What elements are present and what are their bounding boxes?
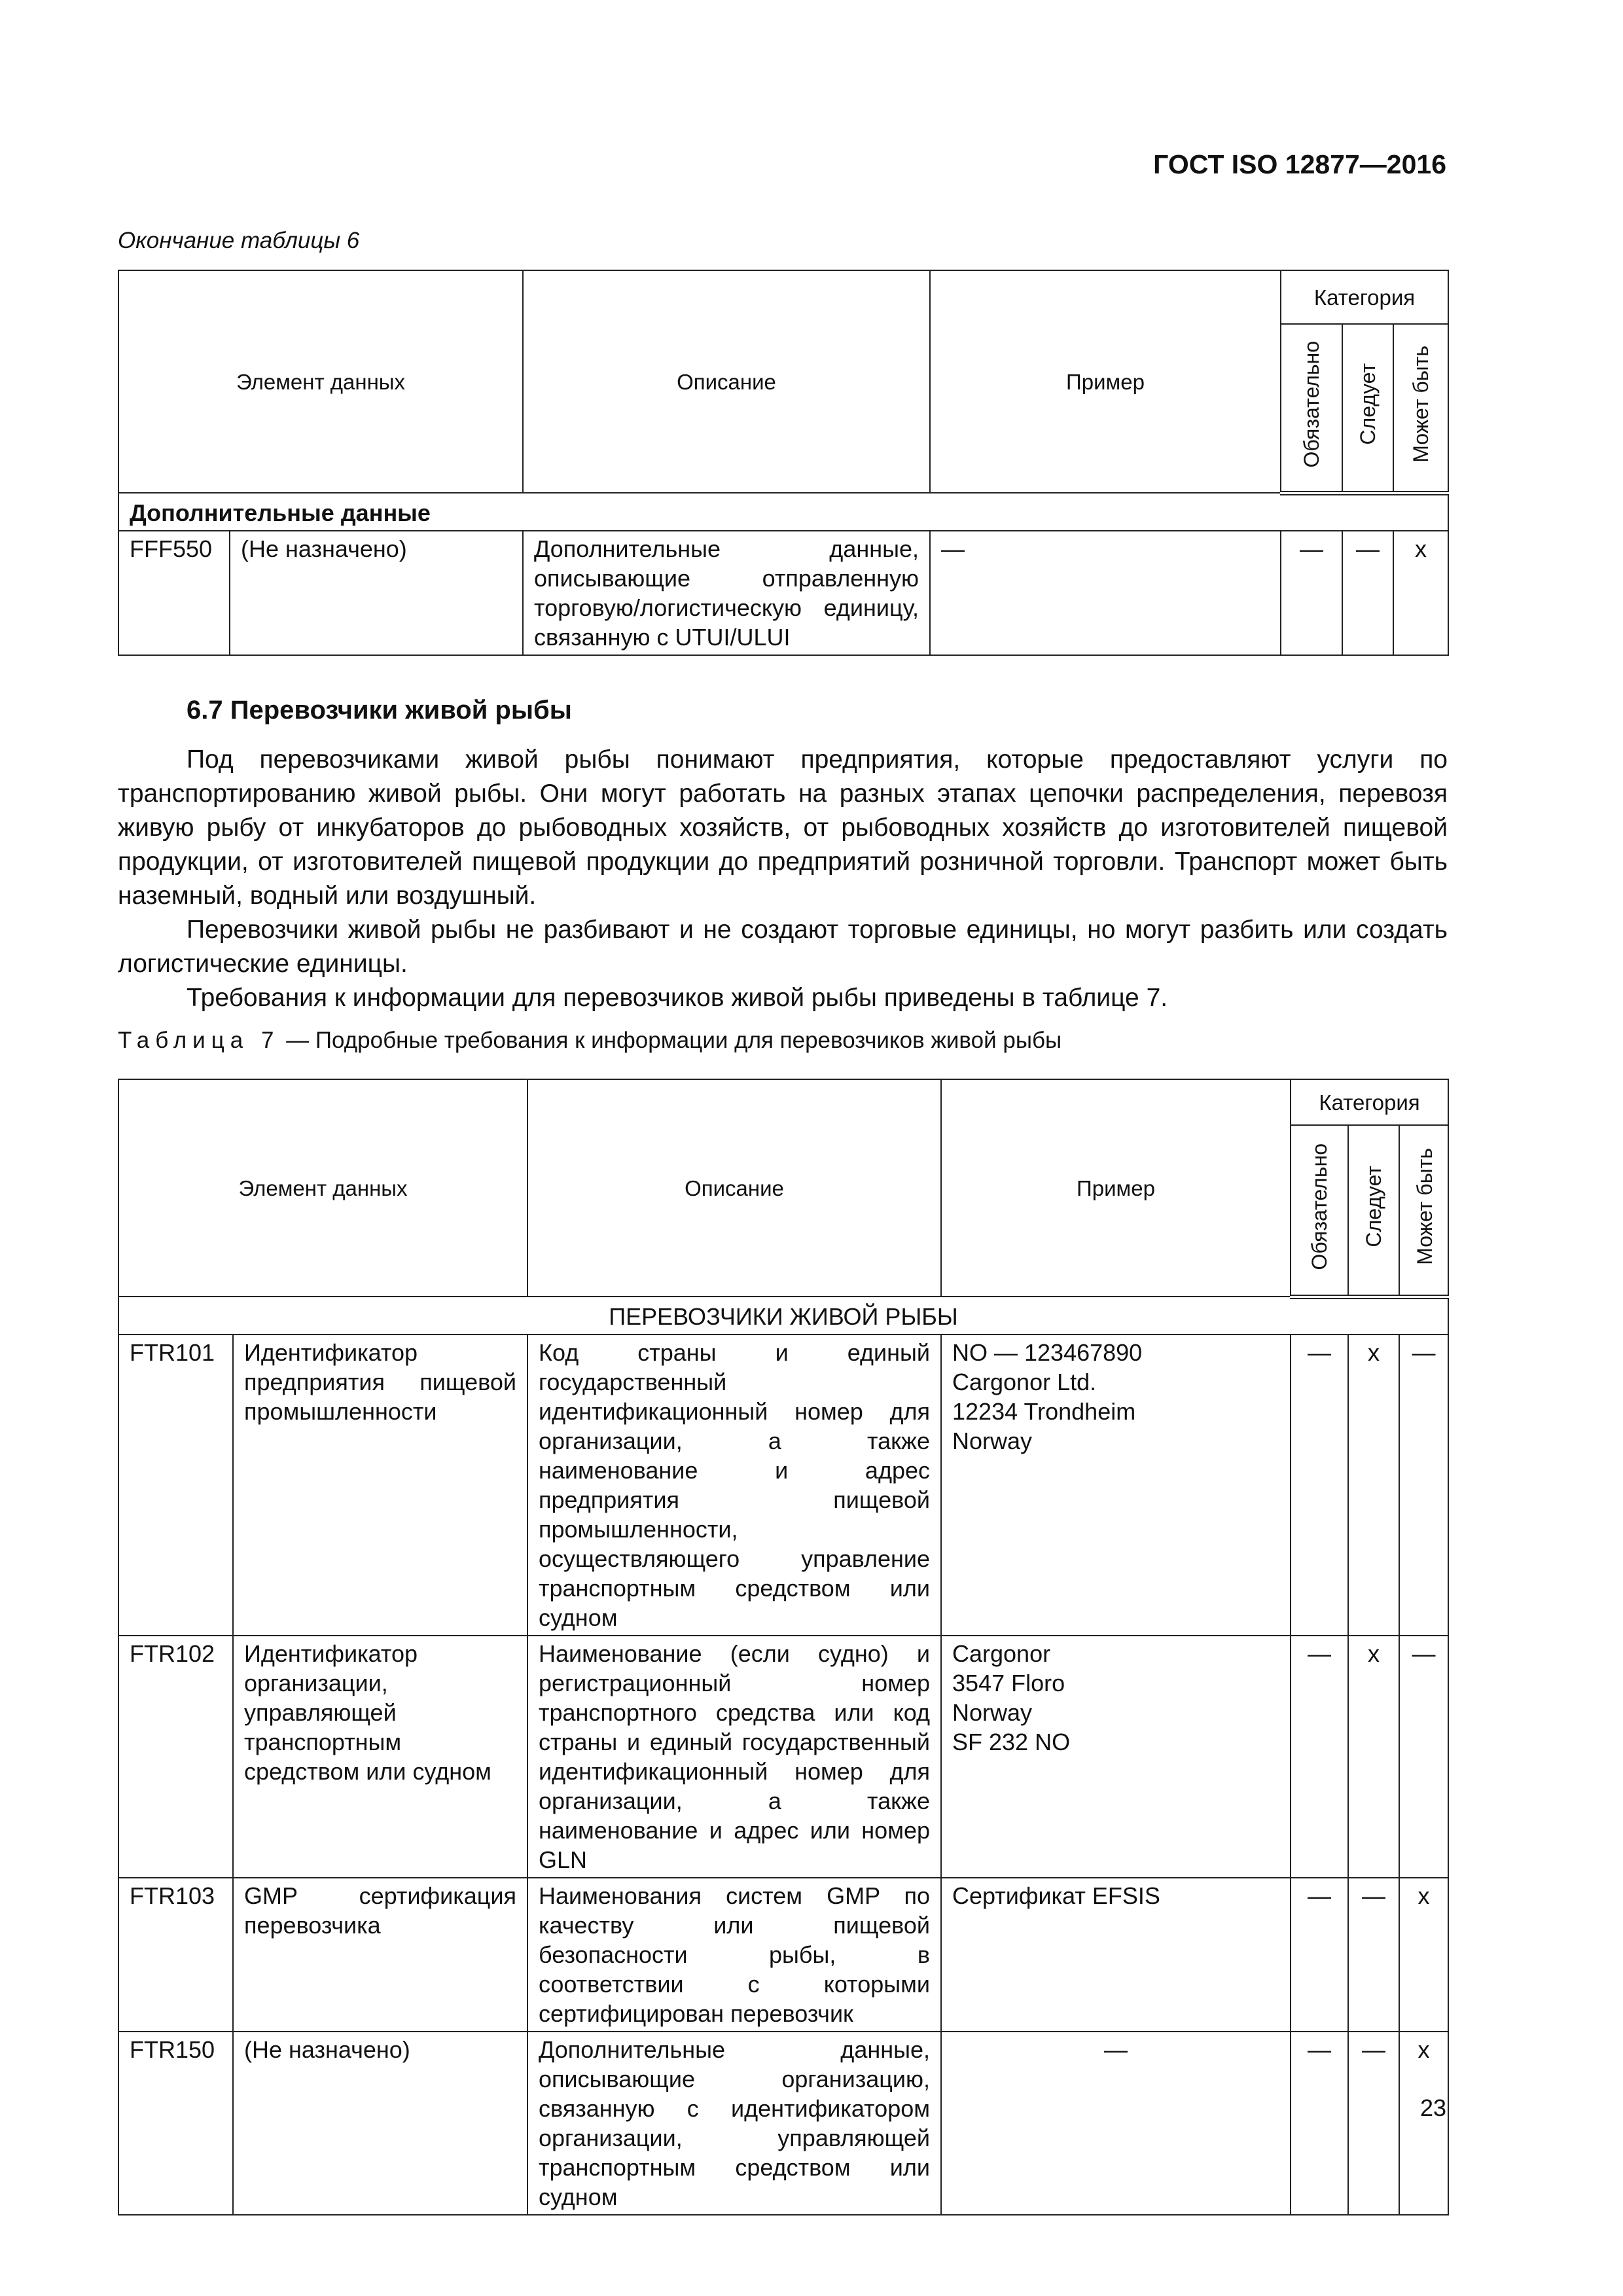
example-line: Norway bbox=[952, 1698, 1033, 1726]
row-example bbox=[941, 1335, 1291, 1636]
table6-header-example: Пример bbox=[930, 270, 1281, 493]
row-example: — bbox=[930, 531, 1281, 655]
row-example bbox=[941, 1878, 1291, 2032]
row-description: Наименования систем GMP по качеству или пищевой безопасности рыбы, в соответствии с которыми сертифицирован перевозчик bbox=[527, 1878, 941, 2032]
row-description: Наименование (если судно) и регистрационный номер транспортного средства или код страны и единый государственный идентификационный номер для организации, а также наименование и адрес или номер GLN bbox=[527, 1636, 941, 1878]
table7-header-element: Элемент данных bbox=[118, 1079, 527, 1297]
table7-header-may: Может быть bbox=[1399, 1125, 1448, 1297]
row-description: Код страны и единый государственный идентификационный номер для организации, а также наименование и адрес предприятия пищевой промышленности, осуществляющего управление транспортным средством или судном bbox=[527, 1335, 941, 1636]
row-may: — bbox=[1399, 1335, 1448, 1636]
row-description: Дополнительные данные, описывающие отправленную торговую/логистическую единицу, связанную с UTUI/ULUI bbox=[523, 531, 930, 655]
table7-header-category: Категория bbox=[1291, 1079, 1448, 1125]
example-line: NO — 123467890 bbox=[952, 1338, 1143, 1366]
row-code: FTR150 bbox=[118, 2032, 233, 2215]
row-may: x bbox=[1399, 2032, 1448, 2215]
example-line: Сертификат EFSIS bbox=[952, 1882, 1160, 1909]
table6-header-may: Может быть bbox=[1393, 324, 1448, 493]
table6-header-category: Категория bbox=[1281, 270, 1448, 324]
table-row bbox=[118, 2032, 1448, 2215]
row-may: x bbox=[1393, 531, 1448, 655]
row-should: — bbox=[1348, 1878, 1399, 2032]
table7-caption-text: — Подробные требования к информации для перевозчиков живой рыбы bbox=[279, 1028, 1062, 1053]
row-element-name: Идентификатор организации, управляющей транспортным средством или судном bbox=[233, 1636, 527, 1878]
row-code: FFF550 bbox=[118, 531, 230, 655]
table6-caption: Окончание таблицы 6 bbox=[118, 228, 360, 253]
table7-header-mandatory: Обязательно bbox=[1291, 1125, 1348, 1297]
table6-section-title: Дополнительные данные bbox=[118, 493, 1448, 531]
row-description: Дополнительные данные, описывающие организацию, связанную с идентификатором организации, управляющей транспортным средством или судном bbox=[527, 2032, 941, 2215]
row-should: x bbox=[1348, 1636, 1399, 1878]
example-line: 12234 Trondheim bbox=[952, 1397, 1136, 1425]
row-mandatory: — bbox=[1291, 1878, 1348, 2032]
paragraph: Требования к информации для перевозчиков живой рыбы приведены в таблице 7. bbox=[187, 984, 1168, 1012]
page-number: 23 bbox=[1419, 2094, 1446, 2121]
table6-header-description: Описание bbox=[523, 270, 930, 493]
table-row bbox=[118, 1878, 1448, 2032]
row-example bbox=[941, 1636, 1291, 1878]
table6-header-mandatory: Обязательно bbox=[1281, 324, 1342, 493]
table6 bbox=[118, 270, 1449, 656]
row-may: x bbox=[1399, 1878, 1448, 2032]
table7-header-example: Пример bbox=[941, 1079, 1291, 1297]
section-body bbox=[118, 743, 1448, 1015]
table7-caption-label: Таблица 7 bbox=[118, 1028, 280, 1053]
table6-header-should: Следует bbox=[1342, 324, 1393, 493]
row-element-name: Идентификатор предприятия пищевой промышленности bbox=[233, 1335, 527, 1636]
row-should: — bbox=[1348, 2032, 1399, 2215]
paragraph: Под перевозчиками живой рыбы понимают предприятия, которые предоставляют услуги по транспортированию живой рыбы. Они могут работать на разных этапах цепочки распределения, перевозя живую рыбу от инкубаторов до рыбоводных хозяйств, от рыбоводных хозяйств до изготовителей пищевой продукции, от изготовителей пищевой продукции до предприятий розничной торговли. Транспорт может быть наземный, водный или воздушный. bbox=[118, 745, 1448, 910]
table-row bbox=[118, 1636, 1448, 1878]
row-may: — bbox=[1399, 1636, 1448, 1878]
example-line: — bbox=[1104, 2036, 1128, 2063]
example-line: Cargonor Ltd. bbox=[952, 1368, 1097, 1395]
table7-header-description: Описание bbox=[527, 1079, 941, 1297]
row-should: x bbox=[1348, 1335, 1399, 1636]
example-line: Cargonor bbox=[952, 1640, 1051, 1667]
row-element-name: (Не назначено) bbox=[230, 531, 523, 655]
row-mandatory: — bbox=[1291, 2032, 1348, 2215]
example-line: 3547 Floro bbox=[952, 1669, 1065, 1696]
paragraph: Перевозчики живой рыбы не разбивают и не создают торговые единицы, но могут разбить или создать логистические единицы. bbox=[118, 916, 1448, 978]
row-code: FTR103 bbox=[118, 1878, 233, 2032]
row-code: FTR102 bbox=[118, 1636, 233, 1878]
row-element-name: GMP сертификация перевозчика bbox=[233, 1878, 527, 2032]
row-example bbox=[941, 2032, 1291, 2215]
row-mandatory: — bbox=[1291, 1335, 1348, 1636]
table7 bbox=[118, 1079, 1449, 2215]
table-row bbox=[118, 1335, 1448, 1636]
example-line: Norway bbox=[952, 1427, 1033, 1454]
row-mandatory: — bbox=[1281, 531, 1342, 655]
row-element-name: (Не назначено) bbox=[233, 2032, 527, 2215]
section-heading: 6.7 Перевозчики живой рыбы bbox=[187, 696, 572, 725]
document-number: ГОСТ ISO 12877—2016 bbox=[1153, 149, 1446, 179]
table7-caption bbox=[118, 1028, 1061, 1054]
table-row bbox=[118, 531, 1448, 655]
row-code: FTR101 bbox=[118, 1335, 233, 1636]
example-line: SF 232 NO bbox=[952, 1728, 1071, 1755]
table7-header-should: Следует bbox=[1348, 1125, 1399, 1297]
row-should: — bbox=[1342, 531, 1393, 655]
table6-header-element: Элемент данных bbox=[118, 270, 523, 493]
table7-section-title: ПЕРЕВОЗЧИКИ ЖИВОЙ РЫБЫ bbox=[118, 1297, 1448, 1335]
row-mandatory: — bbox=[1291, 1636, 1348, 1878]
